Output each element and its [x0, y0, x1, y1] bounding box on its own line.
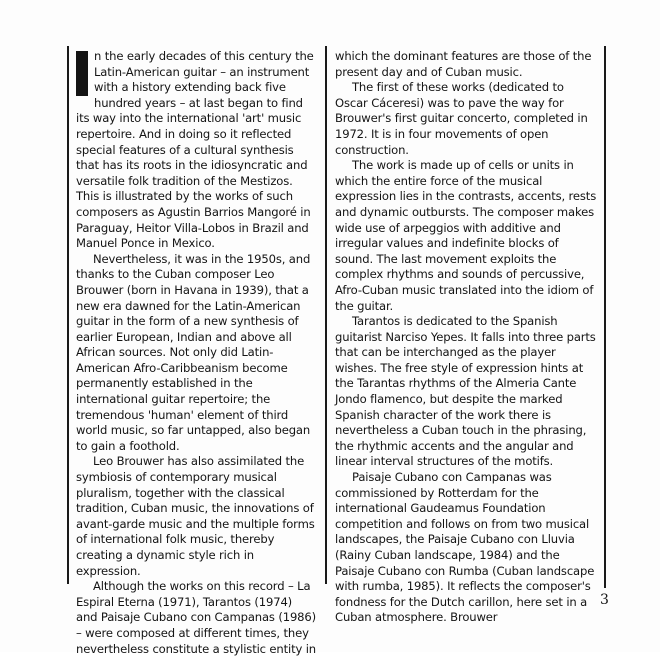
paragraph: Tarantos is dedicated to the Spanish guitarist Narciso Yepes. It falls into three parts that can be interchanged as the player wishes. The free style of expression hints at the Tarantas rhythms of the Almeria Cante Jondo flamenco, but despite the marked Spanish character of the work there is nevertheless a Cuban touch in the phrasing, the rhythmic accents and the angular and linear interval structures of the motifs. [335, 314, 596, 469]
paragraph: Nevertheless, it was in the 1950s, and thanks to the Cuban composer Leo Brouwer (born in Havana in 1939), that a new era dawned for the Latin-American guitar in the form of a new synthesis of earlier European, Indian and above all African sources. Not only did Latin-American Afro-Caribbeanism become permanently established in the international guitar repertoire; the tremendous 'human' element of third world music, so far untapped, also began to gain a foothold. [76, 251, 311, 453]
left-text-column [76, 49, 316, 657]
paragraph-text: n the early decades of this century the Latin-American guitar – an instrument with a history extending back five hundred years – at last began to find its way into the international 'art' music repertoire. And in doing so it reflected special features of a cultural synthesis that has its roots in the idiosyncratic and versatile folk tradition of the Mestizos. This is illustrated by the works of such composers as Agustin Barrios Mangoré in Paraguay, Heitor Villa-Lobos in Brazil and Manuel Ponce in Mexico. [76, 49, 314, 251]
right-column-rule [604, 46, 606, 588]
right-text-column [335, 49, 597, 626]
paragraph: which the dominant features are those of the present day and of Cuban music. [335, 49, 592, 79]
paragraph: The work is made up of cells or units in which the entire force of the musical expression lies in the contrasts, accents, rests and dynamic outbursts. The composer makes wide use of arpeggios with additive and irregular values and indefinite blocks of sound. The last movement exploits the complex rhythms and sounds of percussive, Afro-Cuban music translated into the idiom of the guitar. [335, 158, 597, 313]
middle-column-rule [325, 46, 327, 584]
paragraph: Leo Brouwer has also assimilated the symbiosis of contemporary musical pluralism, together with the classical tradition, Cuban music, the innovations of avant-garde music and the multiple forms of international folk music, thereby creating a dynamic style rich in expression. [76, 454, 315, 578]
left-column-rule [67, 46, 69, 584]
drop-cap [76, 51, 88, 96]
paragraph: The first of these works (dedicated to Oscar Cáceresi) was to pave the way for Brouwer's first guitar concerto, completed in 1972. It is in four movements of open construction. [335, 80, 588, 157]
paragraph: Paisaje Cubano con Campanas was commissioned by Rotterdam for the international Gaudeamus Foundation competition and follows on from two musical landscapes, the Paisaje Cubano con Lluvia (Rainy Cuban landscape, 1984) and the Paisaje Cubano con Rumba (Cuban landscape with rumba, 1985). It reflects the composer's fondness for the Dutch carillon, here set in a Cuban atmosphere. Brouwer [335, 470, 595, 625]
page-number: 3 [600, 592, 609, 608]
paragraph: Although the works on this record – La Espiral Eterna (1971), Tarantos (1974) and Paisaje Cubano con Campanas (1986) – were composed at different times, they nevertheless constitute a stylistic entity in [76, 579, 316, 656]
paragraph [76, 49, 316, 252]
